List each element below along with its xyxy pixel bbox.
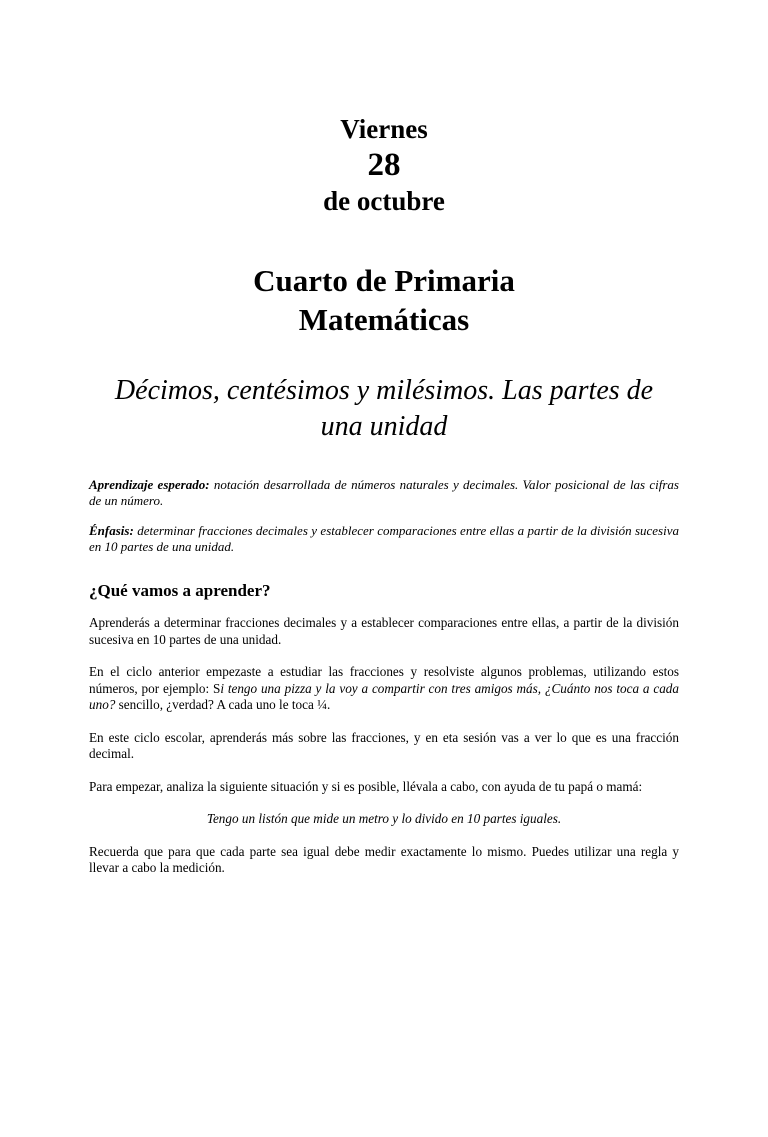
month-label: de octubre: [323, 186, 445, 216]
lesson-title-line-1: Décimos, centésimos y milésimos. Las partes de: [114, 375, 654, 406]
section-heading: ¿Qué vamos a aprender?: [89, 581, 271, 600]
lesson-meta: [89, 477, 679, 555]
body-paragraph-6: Recuerda que para que cada parte sea igual debe medir exactamente lo mismo. Puedes utilizar una regla y llevar a cabo la medición.: [89, 843, 679, 875]
document-page: [0, 113, 768, 1137]
enfasis-text: determinar fracciones decimales y establecer comparaciones entre ellas a partir de la división sucesiva en 10 partes de una unidad.: [89, 523, 679, 554]
body-text: [89, 615, 679, 877]
body-p2-italic: i tengo una pizza y la voy a compartir con tres amigos más, ¿Cuánto nos toca a cada uno?: [89, 680, 679, 712]
aprendizaje-text: notación desarrollada de números naturales y decimales. Valor posicional de las cifras de un número.: [89, 477, 679, 508]
body-paragraph-1: Aprenderás a determinar fracciones decimales y a establecer comparaciones entre ellas, a partir de la división sucesiva en 10 partes de una unidad.: [89, 615, 679, 647]
body-paragraph-3: En este ciclo escolar, aprenderás más sobre las fracciones, y en eta sesión vas a ver lo que es una fracción decimal.: [89, 729, 679, 761]
day-label: Viernes: [340, 114, 428, 144]
body-paragraph-5: Tengo un listón que mide un metro y lo divido en 10 partes iguales.: [206, 811, 562, 826]
body-p2-end: sencillo, ¿verdad? A cada uno le toca ¼.: [115, 697, 331, 712]
enfasis-label: Énfasis:: [89, 523, 134, 538]
aprendizaje-paragraph: [89, 477, 679, 509]
body-paragraph-4: Para empezar, analiza la siguiente situación y si es posible, llévala a cabo, con ayuda de tu papá o mamá:: [89, 778, 643, 794]
aprendizaje-label: Aprendizaje esperado:: [89, 477, 210, 492]
day-number: 28: [367, 147, 401, 183]
lesson-title-line-2: una unidad: [320, 411, 448, 442]
body-p2-start: En el ciclo anterior empezaste a estudiar las fracciones y resolviste algunos problemas, utilizando estos números, por ejemplo: S: [89, 664, 679, 696]
subject-title: Matemáticas: [298, 302, 470, 337]
grade-title: Cuarto de Primaria: [253, 263, 515, 298]
body-paragraph-2: [89, 664, 679, 714]
document-header: [89, 113, 679, 339]
lesson-title: [89, 373, 679, 445]
enfasis-paragraph: [89, 523, 679, 555]
